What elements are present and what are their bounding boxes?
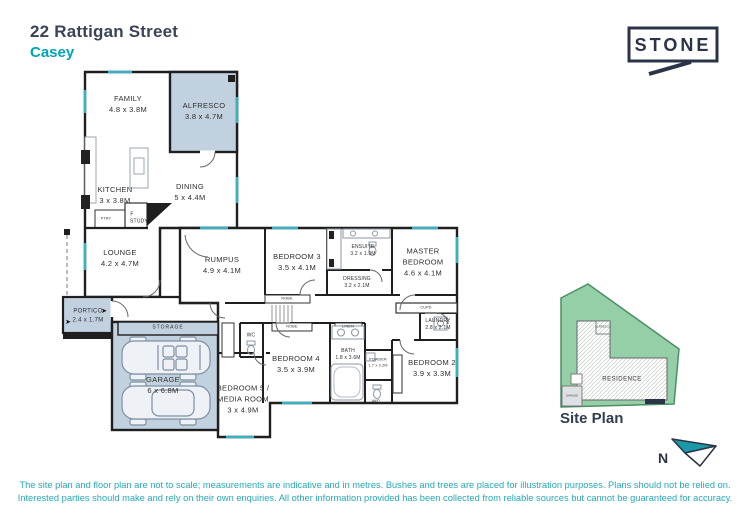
disclaimer-line-2: Interested parties should make and rely on their own enquiries. All other information provided has been collected from reliable sources but cannot be guaranteed for accuracy. — [17, 493, 733, 504]
room-label-master-bedroom: MASTER BEDROOM 4.6 x 4.1M — [402, 246, 444, 278]
site-plan-drawing — [555, 278, 700, 413]
label-cupd: CUPD — [420, 305, 432, 310]
siteplan-alfresco-label: ALFRESCO — [595, 325, 611, 329]
room-label-laundry: LAUNDRY 2.8 x 2.1M — [425, 317, 451, 331]
compass-north-label: N — [658, 450, 669, 466]
label-robe-2: ROBE — [286, 324, 298, 329]
header — [30, 22, 178, 61]
room-label-bedroom5: BEDROOM 5 / MEDIA ROOM 3 x 4.9M — [216, 383, 270, 415]
room-label-alfresco: ALFRESCO 3.8 x 4.7M — [182, 101, 226, 121]
entry-arrow-icon: ➤ — [101, 308, 107, 315]
room-label-family: FAMILY 4.8 x 3.8M — [108, 94, 148, 114]
residence-label: RESIDENCE — [602, 376, 642, 383]
car-icon — [122, 337, 210, 380]
room-label-dining: DINING 5 x 4.4M — [174, 182, 206, 202]
floor-plan — [60, 65, 480, 445]
page-title: 22 Rattigan Street — [30, 22, 179, 41]
stone-logo-text: STONE — [634, 35, 712, 55]
room-label-garage: GARAGE 6 x 6.8M — [146, 375, 180, 395]
siteplan-garage-label: GARAGE — [565, 394, 579, 398]
room-label-bedroom2: BEDROOM 2 3.9 x 3.3M — [408, 358, 456, 378]
room-label-bedroom3: BEDROOM 3 3.5 x 4.1M — [273, 252, 321, 272]
label-wc-2: WC — [371, 399, 381, 406]
label-storage: STORAGE — [152, 324, 184, 331]
label-linen: LINEN — [342, 324, 354, 329]
north-arrow-icon — [648, 430, 726, 478]
label-pantry: PTRY — [100, 216, 112, 221]
room-label-dressing: DRESSING 3.2 x 2.1M — [343, 275, 371, 289]
site-plan — [555, 278, 700, 413]
label-fridge: F — [130, 211, 134, 218]
room-label-ensuite: ENSUITE 3.2 x 1.9M — [350, 243, 376, 257]
room-label-lounge: LOUNGE 4.2 x 4.7M — [100, 248, 140, 268]
stone-logo — [627, 26, 719, 78]
suburb-label: Casey — [30, 44, 75, 61]
room-label-bath: BATH 1.8 x 3.6M — [335, 347, 361, 361]
label-robe-1: ROBE — [281, 296, 293, 301]
room-label-portico: PORTICO 2.4 x 1.7M — [72, 308, 104, 323]
room-label-rumpus: RUMPUS 4.9 x 4.1M — [202, 255, 242, 275]
entry-arrow-icon: ➤ — [65, 319, 71, 326]
site-plan-caption: Site Plan — [560, 410, 624, 427]
room-label-kitchen: KITCHEN 3 x 3.8M — [97, 185, 133, 205]
label-study: STUDY — [130, 218, 148, 225]
label-wc-1: WC — [246, 332, 256, 339]
room-label-bedroom4: BEDROOM 4 3.5 x 3.9M — [272, 354, 320, 374]
disclaimer — [0, 479, 750, 505]
compass — [648, 430, 726, 478]
room-label-powder: POWDER 1.7 x 3.2M — [368, 358, 388, 368]
stone-logo-icon — [627, 26, 719, 78]
disclaimer-line-1: The site plan and floor plan are not to scale; measurements are indicative and in metres. Bushes and trees are placed for illustration purposes. Plans should not be relied on. — [19, 480, 731, 490]
